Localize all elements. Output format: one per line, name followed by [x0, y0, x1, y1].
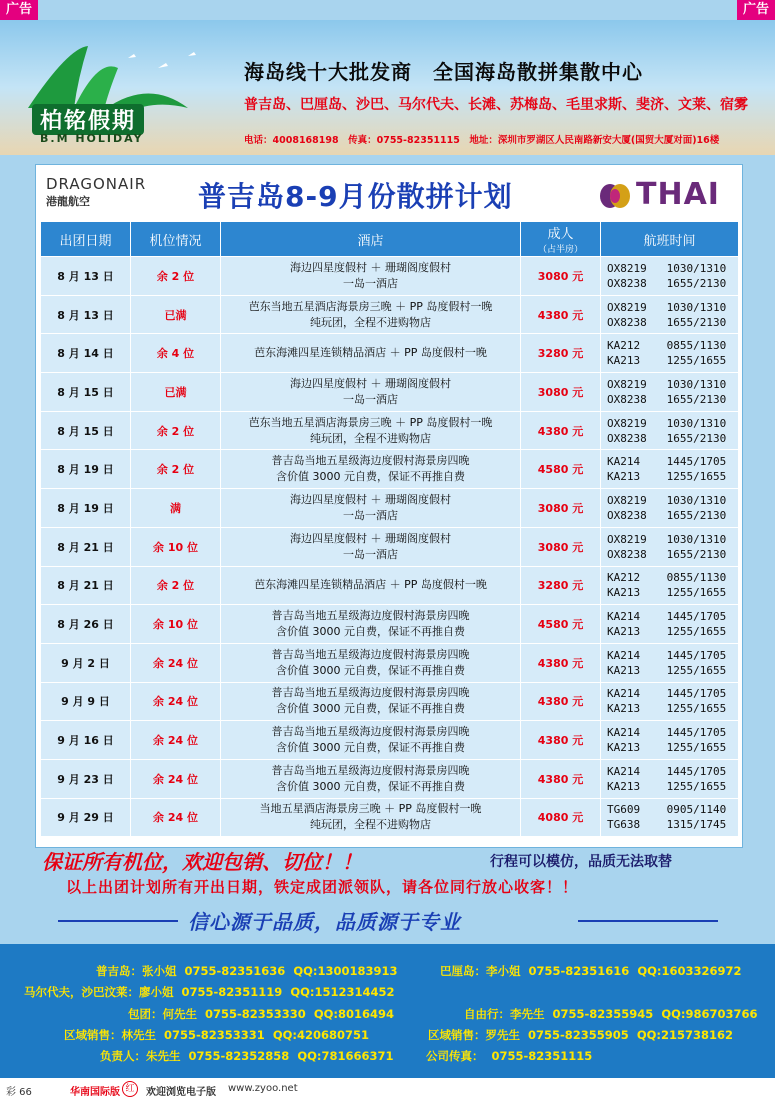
hotel-line-2: 一岛一酒店 [343, 508, 398, 522]
contact-maldives: 马尔代夫，沙巴汶莱：廖小姐 0755-82351119 QQ:1512314452 [24, 985, 395, 999]
table-row [41, 527, 739, 566]
departure-date-text: 8 月 13 日 [57, 269, 114, 283]
flight-line-2: KA213 1255/1655 [607, 586, 727, 600]
slogan-divider-right [578, 920, 718, 922]
company-header [0, 20, 775, 155]
adult-price [521, 721, 601, 760]
flight-times [601, 295, 739, 334]
slogan-divider-left [58, 920, 178, 922]
seat-status-text: 余 10 位 [153, 540, 198, 554]
departure-date-text: 8 月 13 日 [57, 308, 114, 322]
col-flight: 航班时间 [601, 222, 739, 257]
contact-fax: 公司传真： 0755-82351115 [426, 1049, 593, 1063]
hotel-info [221, 759, 521, 798]
dragonair-logo [46, 175, 146, 209]
contact-sales-lin: 区域销售：林先生 0755-82353331 QQ:420680751 [64, 1028, 369, 1042]
departure-date [41, 759, 131, 798]
hotel-info [221, 682, 521, 721]
flight-times [601, 450, 739, 489]
adult-price [521, 411, 601, 450]
flight-line-2: OX8238 1655/2130 [607, 392, 727, 406]
col-seats: 机位情况 [131, 222, 221, 257]
departure-date-text: 8 月 26 日 [57, 618, 114, 632]
hotel-line-1: 普吉岛当地五星级海边度假村海景房四晚 [271, 725, 470, 739]
thai-orchid-icon [596, 181, 636, 211]
contacts-panel [0, 944, 775, 1078]
adult-price-text: 4380 元 [537, 695, 584, 709]
seat-status-text: 余 24 位 [153, 811, 198, 825]
flight-times [601, 527, 739, 566]
flight-line-1: OX8219 1030/1310 [607, 493, 727, 507]
flight-line-2: KA213 1255/1655 [607, 779, 727, 793]
slogan-row [58, 906, 718, 934]
airline-banner [36, 165, 742, 221]
departure-date [41, 682, 131, 721]
adult-price [521, 295, 601, 334]
seat-status [131, 295, 221, 334]
table-row [41, 411, 739, 450]
hotel-line-2: 一岛一酒店 [343, 276, 398, 290]
flight-line-2: OX8238 1655/2130 [607, 431, 727, 445]
table-row [41, 373, 739, 412]
flight-line-2: KA213 1255/1655 [607, 702, 727, 716]
adult-price-text: 3080 元 [537, 501, 584, 515]
hotel-line-1: 海边四星度假村 ＋ 珊瑚阁度假村 [290, 531, 451, 545]
flight-line-1: KA214 1445/1705 [607, 726, 727, 740]
hotel-info [221, 373, 521, 412]
departure-date [41, 295, 131, 334]
seat-status [131, 257, 221, 296]
table-header-row [41, 222, 739, 257]
flight-times [601, 759, 739, 798]
departure-date-text: 8 月 19 日 [57, 501, 114, 515]
adult-price [521, 334, 601, 373]
adult-price [521, 257, 601, 296]
footer-browse-text: 欢迎浏览电子版 [146, 1087, 216, 1098]
promo-quality: 行程可以模仿，品质无法取替 [490, 854, 672, 870]
seat-status [131, 334, 221, 373]
adult-price-text: 3280 元 [537, 347, 584, 361]
header-destinations: 普吉岛、巴厘岛、沙巴、马尔代夫、长滩、苏梅岛、毛里求斯、斐济、文莱、宿雾 [244, 97, 748, 113]
hotel-line-1: 普吉岛当地五星级海边度假村海景房四晚 [271, 609, 470, 623]
thai-label: THAI [636, 177, 720, 212]
adult-price [521, 566, 601, 605]
dragonair-english: DRAGONAIR [46, 175, 147, 193]
flight-times [601, 566, 739, 605]
hotel-line-1: 普吉岛当地五星级海边度假村海景房四晚 [271, 763, 470, 777]
dragonair-chinese: 港龍航空 [46, 195, 90, 208]
flight-line-2: KA213 1255/1655 [607, 741, 727, 755]
hotel-line-2: 含价值 3000 元自费，保证不再推自费 [276, 625, 465, 639]
flight-line-2: KA213 1255/1655 [607, 470, 727, 484]
flight-times [601, 721, 739, 760]
departure-date-text: 9 月 9 日 [61, 695, 110, 709]
adult-price [521, 450, 601, 489]
seat-status-text: 余 10 位 [153, 618, 198, 632]
hotel-info [221, 643, 521, 682]
flight-line-2: KA213 1255/1655 [607, 354, 727, 368]
departure-date [41, 411, 131, 450]
departure-date [41, 489, 131, 528]
flight-line-2: KA213 1255/1655 [607, 663, 727, 677]
footer-edition: 华南国际版 [70, 1087, 120, 1098]
seat-status [131, 373, 221, 412]
hotel-line-2: 纯玩团，全程不进购物店 [310, 431, 431, 445]
departure-date [41, 334, 131, 373]
flight-line-2: OX8238 1655/2130 [607, 547, 727, 561]
seat-status-text: 余 2 位 [156, 463, 195, 477]
adult-price-text: 3080 元 [537, 385, 584, 399]
seat-status-text: 满 [170, 501, 181, 515]
departure-date [41, 450, 131, 489]
adult-price-text: 3080 元 [537, 269, 584, 283]
flight-times [601, 643, 739, 682]
seat-status [131, 643, 221, 682]
schedule-table [40, 221, 739, 837]
adult-price-text: 4580 元 [537, 618, 584, 632]
hotel-info [221, 605, 521, 644]
flight-line-1: OX8219 1030/1310 [607, 532, 727, 546]
flight-line-1: OX8219 1030/1310 [607, 261, 727, 275]
hotel-line-1: 芭东当地五星酒店海景房三晚 ＋ PP 岛度假村一晚 [248, 415, 493, 429]
table-row [41, 334, 739, 373]
seat-status-text: 余 2 位 [156, 269, 195, 283]
contact-bali: 巴厘岛：李小姐 0755-82351616 QQ:1603326972 [440, 964, 742, 978]
adult-price-text: 3280 元 [537, 579, 584, 593]
hotel-line-1: 当地五星酒店海景房三晚 ＋ PP 岛度假村一晚 [259, 802, 482, 816]
hotel-line-1: 普吉岛当地五星级海边度假村海景房四晚 [271, 686, 470, 700]
seat-status-text: 余 24 位 [153, 734, 198, 748]
departure-date [41, 373, 131, 412]
flight-line-2: OX8238 1655/2130 [607, 276, 727, 290]
contact-manager: 负责人：朱先生 0755-82352858 QQ:781666371 [100, 1049, 394, 1063]
seat-status-text: 已满 [164, 308, 187, 322]
header-contact-info: 电话：4008168198 传真：0755-82351115 地址：深圳市罗湖区人民南路新安大厦(国贸大厦对面)16楼 [244, 135, 720, 146]
seat-status-text: 余 2 位 [156, 579, 195, 593]
hotel-line-1: 芭东海滩四星连锁精品酒店 ＋ PP 岛度假村一晚 [254, 346, 487, 360]
flight-line-1: KA214 1445/1705 [607, 610, 727, 624]
logo-chinese-name: 柏铭假期 [32, 104, 144, 135]
hotel-line-2: 纯玩团，全程不进购物店 [310, 818, 431, 832]
hotel-line-1: 海边四星度假村 ＋ 珊瑚阁度假村 [290, 492, 451, 506]
adult-price-text: 4380 元 [537, 656, 584, 670]
flight-line-2: OX8238 1655/2130 [607, 315, 727, 329]
flight-times [601, 373, 739, 412]
seat-status-text: 余 24 位 [153, 695, 198, 709]
departure-date-text: 9 月 16 日 [57, 734, 114, 748]
col-price-label: 成人 [547, 227, 574, 242]
seat-status [131, 527, 221, 566]
footer-page-number: 彩 66 [6, 1087, 32, 1098]
adult-price-text: 3080 元 [537, 540, 584, 554]
contact-phuket: 普吉岛：张小姐 0755-82351636 QQ:1300183913 [96, 964, 398, 978]
hotel-line-1: 芭东海滩四星连锁精品酒店 ＋ PP 岛度假村一晚 [254, 578, 487, 592]
hotel-info [221, 798, 521, 837]
promo-departure-note: 以上出团计划所有开出日期，铁定成团派领队，请各位同行放心收客！！ [66, 878, 579, 896]
flight-line-1: KA214 1445/1705 [607, 687, 727, 701]
flight-line-1: KA214 1445/1705 [607, 648, 727, 662]
hotel-line-1: 海边四星度假村 ＋ 珊瑚阁度假村 [290, 376, 451, 390]
hotel-info [221, 489, 521, 528]
adult-price [521, 373, 601, 412]
adult-price-text: 4080 元 [537, 811, 584, 825]
schedule-card [35, 164, 743, 848]
departure-date-text: 8 月 15 日 [57, 385, 114, 399]
seat-status-text: 已满 [164, 385, 187, 399]
table-row [41, 489, 739, 528]
flight-line-1: OX8219 1030/1310 [607, 416, 727, 430]
footer-site-link[interactable]: www.zyoo.net [228, 1083, 298, 1094]
departure-date-text: 8 月 15 日 [57, 424, 114, 438]
table-row [41, 295, 739, 334]
hotel-line-2: 含价值 3000 元自费，保证不再推自费 [276, 702, 465, 716]
hotel-info [221, 450, 521, 489]
adult-price [521, 605, 601, 644]
table-row [41, 682, 739, 721]
departure-date [41, 798, 131, 837]
flight-line-1: KA214 1445/1705 [607, 455, 727, 469]
hotel-info [221, 721, 521, 760]
departure-date [41, 527, 131, 566]
flight-times [601, 798, 739, 837]
hotel-info [221, 566, 521, 605]
page-footer [0, 1078, 775, 1100]
hotel-info [221, 295, 521, 334]
seat-status [131, 759, 221, 798]
departure-date-text: 8 月 21 日 [57, 579, 114, 593]
departure-date [41, 721, 131, 760]
flight-line-1: OX8219 1030/1310 [607, 377, 727, 391]
departure-date-text: 8 月 21 日 [57, 540, 114, 554]
hotel-info [221, 527, 521, 566]
hotel-line-2: 纯玩团，全程不进购物店 [310, 315, 431, 329]
table-row [41, 257, 739, 296]
adult-price-text: 4380 元 [537, 424, 584, 438]
adult-price-text: 4580 元 [537, 463, 584, 477]
hotel-info [221, 257, 521, 296]
table-row [41, 721, 739, 760]
seat-status [131, 798, 221, 837]
ad-label-right: 广告 [737, 0, 775, 20]
contact-freetour: 自由行：李先生 0755-82355945 QQ:986703766 [464, 1007, 758, 1021]
departure-date-text: 9 月 23 日 [57, 772, 114, 786]
hotel-line-2: 含价值 3000 元自费，保证不再推自费 [276, 470, 465, 484]
hotel-line-1: 海边四星度假村 ＋ 珊瑚阁度假村 [290, 260, 451, 274]
seat-status [131, 566, 221, 605]
contact-sales-luo: 区域销售：罗先生 0755-82355905 QQ:215738162 [428, 1028, 733, 1042]
hotel-info [221, 334, 521, 373]
header-title: 海岛线十大批发商 全国海岛散拼集散中心 [244, 60, 643, 84]
adult-price [521, 759, 601, 798]
logo-english-name: B.M HOLIDAY [40, 132, 144, 145]
flight-line-1: KA212 0855/1130 [607, 571, 727, 585]
hotel-line-1: 芭东当地五星酒店海景房三晚 ＋ PP 岛度假村一晚 [248, 299, 493, 313]
hotel-info [221, 411, 521, 450]
seat-status-text: 余 2 位 [156, 424, 195, 438]
departure-date [41, 643, 131, 682]
departure-date-text: 8 月 19 日 [57, 463, 114, 477]
table-row [41, 566, 739, 605]
seat-status [131, 411, 221, 450]
departure-date [41, 605, 131, 644]
flight-times [601, 257, 739, 296]
flight-line-1: KA214 1445/1705 [607, 764, 727, 778]
hotel-line-2: 含价值 3000 元自费，保证不再推自费 [276, 779, 465, 793]
adult-price-text: 4380 元 [537, 734, 584, 748]
adult-price-text: 4380 元 [537, 772, 584, 786]
adult-price [521, 527, 601, 566]
flight-times [601, 605, 739, 644]
hotel-line-2: 一岛一酒店 [343, 547, 398, 561]
table-row [41, 605, 739, 644]
adult-price [521, 643, 601, 682]
table-row [41, 798, 739, 837]
hotel-line-2: 一岛一酒店 [343, 392, 398, 406]
thai-airways-logo [596, 177, 720, 212]
adult-price [521, 682, 601, 721]
departure-date-text: 9 月 2 日 [61, 656, 110, 670]
flight-line-1: TG609 0905/1140 [607, 803, 727, 817]
adult-price [521, 798, 601, 837]
ad-label-left: 广告 [0, 0, 38, 20]
departure-date [41, 566, 131, 605]
flight-times [601, 334, 739, 373]
seat-status [131, 721, 221, 760]
hotel-line-1: 普吉岛当地五星级海边度假村海景房四晚 [271, 647, 470, 661]
flight-line-1: OX8219 1030/1310 [607, 300, 727, 314]
departure-date-text: 9 月 29 日 [57, 811, 114, 825]
hotel-line-2: 含价值 3000 元自费，保证不再推自费 [276, 741, 465, 755]
flight-line-2: TG638 1315/1745 [607, 818, 727, 832]
flight-line-2: KA213 1255/1655 [607, 625, 727, 639]
flight-line-2: OX8238 1655/2130 [607, 508, 727, 522]
adult-price-text: 4380 元 [537, 308, 584, 322]
contact-group: 包团：何先生 0755-82353330 QQ:8016494 [128, 1007, 394, 1021]
slogan: 信心源于品质，品质源于专业 [188, 910, 461, 934]
seat-status [131, 450, 221, 489]
flight-line-1: KA212 0855/1130 [607, 339, 727, 353]
seat-status [131, 605, 221, 644]
table-row [41, 450, 739, 489]
seat-status [131, 682, 221, 721]
col-price-sub: （占半房） [537, 245, 583, 255]
footer-badge-icon: 红 [122, 1081, 138, 1097]
seat-status [131, 489, 221, 528]
col-price [521, 222, 601, 257]
promo-guarantee: 保证所有机位，欢迎包销、切位！！ [42, 850, 362, 874]
col-date: 出团日期 [41, 222, 131, 257]
table-row [41, 643, 739, 682]
hotel-line-1: 普吉岛当地五星级海边度假村海景房四晚 [271, 454, 470, 468]
flight-times [601, 489, 739, 528]
adult-price [521, 489, 601, 528]
seat-status-text: 余 4 位 [156, 347, 195, 361]
seat-status-text: 余 24 位 [153, 656, 198, 670]
col-hotel: 酒店 [221, 222, 521, 257]
plan-title: 普吉岛8-9月份散拼计划 [198, 180, 513, 213]
hotel-line-2: 含价值 3000 元自费，保证不再推自费 [276, 663, 465, 677]
flight-times [601, 682, 739, 721]
departure-date-text: 8 月 14 日 [57, 347, 114, 361]
seat-status-text: 余 24 位 [153, 772, 198, 786]
departure-date [41, 257, 131, 296]
table-row [41, 759, 739, 798]
flight-times [601, 411, 739, 450]
